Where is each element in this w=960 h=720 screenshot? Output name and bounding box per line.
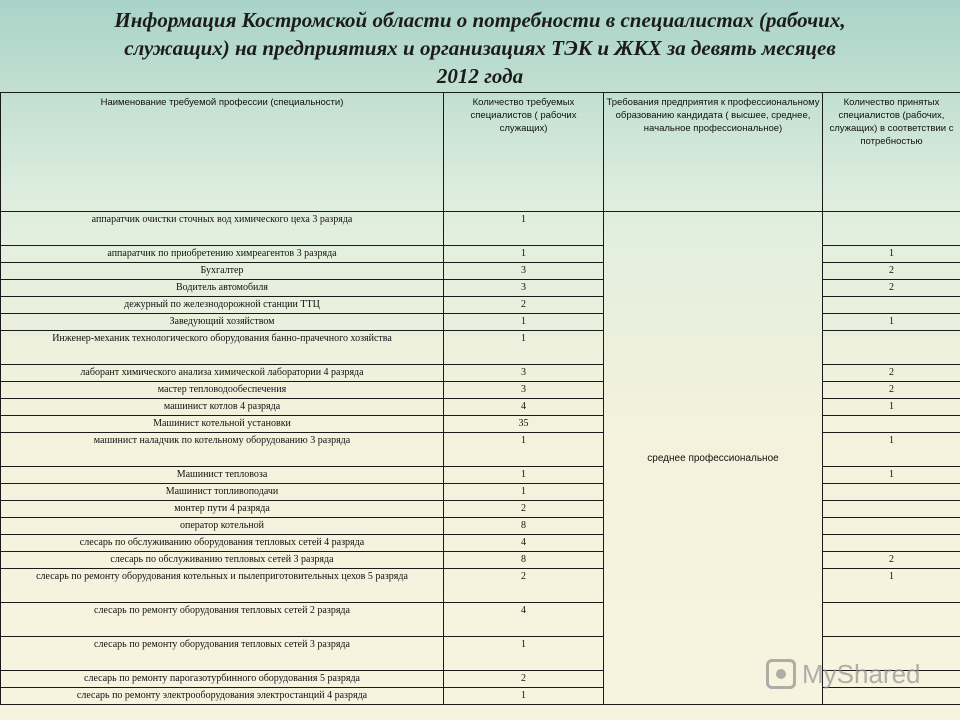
needed-cell: 2 [444, 671, 604, 688]
needed-cell: 1 [444, 688, 604, 705]
needed-cell: 1 [444, 433, 604, 467]
needed-cell: 8 [444, 518, 604, 535]
needed-cell: 1 [444, 467, 604, 484]
profession-cell: лаборант химического анализа химической лаборатории 4 разряда [1, 365, 444, 382]
needed-cell: 1 [444, 331, 604, 365]
profession-cell: слесарь по ремонту оборудования тепловых сетей 2 разряда [1, 603, 444, 637]
header-row [1, 93, 960, 212]
profession-cell: Инженер-механик технологического оборудования банно-прачечного хозяйства [1, 331, 444, 365]
needed-cell: 1 [444, 484, 604, 501]
accepted-cell [823, 603, 960, 637]
needed-cell: 3 [444, 280, 604, 297]
header-requirements: Требования предприятия к профессиональному образованию кандидата ( высшее, среднее, начальное профессиональное) [604, 93, 823, 212]
accepted-cell [823, 501, 960, 518]
accepted-cell: 1 [823, 433, 960, 467]
needed-cell: 2 [444, 501, 604, 518]
accepted-cell: 1 [823, 399, 960, 416]
accepted-cell: 1 [823, 467, 960, 484]
accepted-cell: 2 [823, 263, 960, 280]
watermark-text: MyShared [802, 658, 921, 689]
profession-cell: Машинист топливоподачи [1, 484, 444, 501]
profession-cell: аппаратчик по приобретению химреагентов 3 разряда [1, 246, 444, 263]
table-body [1, 212, 960, 705]
profession-cell: слесарь по обслуживанию тепловых сетей 3 разряда [1, 552, 444, 569]
needed-cell: 35 [444, 416, 604, 433]
profession-cell: Машинист тепловоза [1, 467, 444, 484]
profession-cell: слесарь по обслуживанию оборудования тепловых сетей 4 разряда [1, 535, 444, 552]
profession-cell: машинист наладчик по котельному оборудованию 3 разряда [1, 433, 444, 467]
needed-cell: 8 [444, 552, 604, 569]
needed-cell: 2 [444, 297, 604, 314]
accepted-cell: 1 [823, 569, 960, 603]
needed-cell: 3 [444, 365, 604, 382]
accepted-cell [823, 535, 960, 552]
page-title [0, 6, 960, 90]
table-row [1, 212, 960, 246]
profession-cell: оператор котельной [1, 518, 444, 535]
accepted-cell [823, 331, 960, 365]
profession-cell: Машинист котельной установки [1, 416, 444, 433]
needed-cell: 1 [444, 314, 604, 331]
profession-cell: слесарь по ремонту оборудования тепловых сетей 3 разряда [1, 637, 444, 671]
profession-cell: Заведующий хозяйством [1, 314, 444, 331]
profession-cell: слесарь по ремонту оборудования котельных и пылеприготовительных цехов 5 разряда [1, 569, 444, 603]
header-needed: Количество требуемых специалистов ( рабочих служащих) [444, 93, 604, 212]
accepted-cell [823, 484, 960, 501]
needed-cell: 1 [444, 212, 604, 246]
profession-cell: слесарь по ремонту парогазотурбинного оборудования 5 разряда [1, 671, 444, 688]
myshared-logo-icon [766, 659, 796, 689]
profession-cell: мастер тепловодообеспечения [1, 382, 444, 399]
title-line-1: Информация Костромской области о потребности в специалистах (рабочих, [114, 8, 846, 32]
needed-cell: 2 [444, 569, 604, 603]
accepted-cell [823, 297, 960, 314]
needed-cell: 3 [444, 382, 604, 399]
header-profession: Наименование требуемой профессии (специальности) [1, 93, 444, 212]
needed-cell: 3 [444, 263, 604, 280]
profession-cell: монтер пути 4 разряда [1, 501, 444, 518]
watermark [766, 654, 936, 694]
accepted-cell: 2 [823, 365, 960, 382]
header-accepted: Количество принятых специалистов (рабочих, служащих) в соответствии с потребностью [823, 93, 960, 212]
profession-cell: слесарь по ремонту электрооборудования электростанций 4 разряда [1, 688, 444, 705]
title-line-2: служащих) на предприятиях и организациях ТЭК и ЖКХ за девять месяцев [124, 36, 836, 60]
accepted-cell [823, 518, 960, 535]
profession-cell: машинист котлов 4 разряда [1, 399, 444, 416]
requirements-cell: среднее профессиональное [604, 212, 823, 705]
accepted-cell: 2 [823, 382, 960, 399]
accepted-cell: 1 [823, 246, 960, 263]
title-line-3: 2012 года [436, 64, 524, 88]
profession-cell: Бухгалтер [1, 263, 444, 280]
needed-cell: 4 [444, 535, 604, 552]
accepted-cell: 2 [823, 552, 960, 569]
needed-cell: 4 [444, 603, 604, 637]
profession-cell: Водитель автомобиля [1, 280, 444, 297]
accepted-cell [823, 212, 960, 246]
needed-cell: 1 [444, 246, 604, 263]
profession-cell: дежурный по железнодорожной станции ТТЦ [1, 297, 444, 314]
needed-cell: 1 [444, 637, 604, 671]
specialists-table [0, 92, 960, 705]
profession-cell: аппаратчик очистки сточных вод химического цеха 3 разряда [1, 212, 444, 246]
accepted-cell: 1 [823, 314, 960, 331]
accepted-cell: 2 [823, 280, 960, 297]
needed-cell: 4 [444, 399, 604, 416]
accepted-cell [823, 416, 960, 433]
